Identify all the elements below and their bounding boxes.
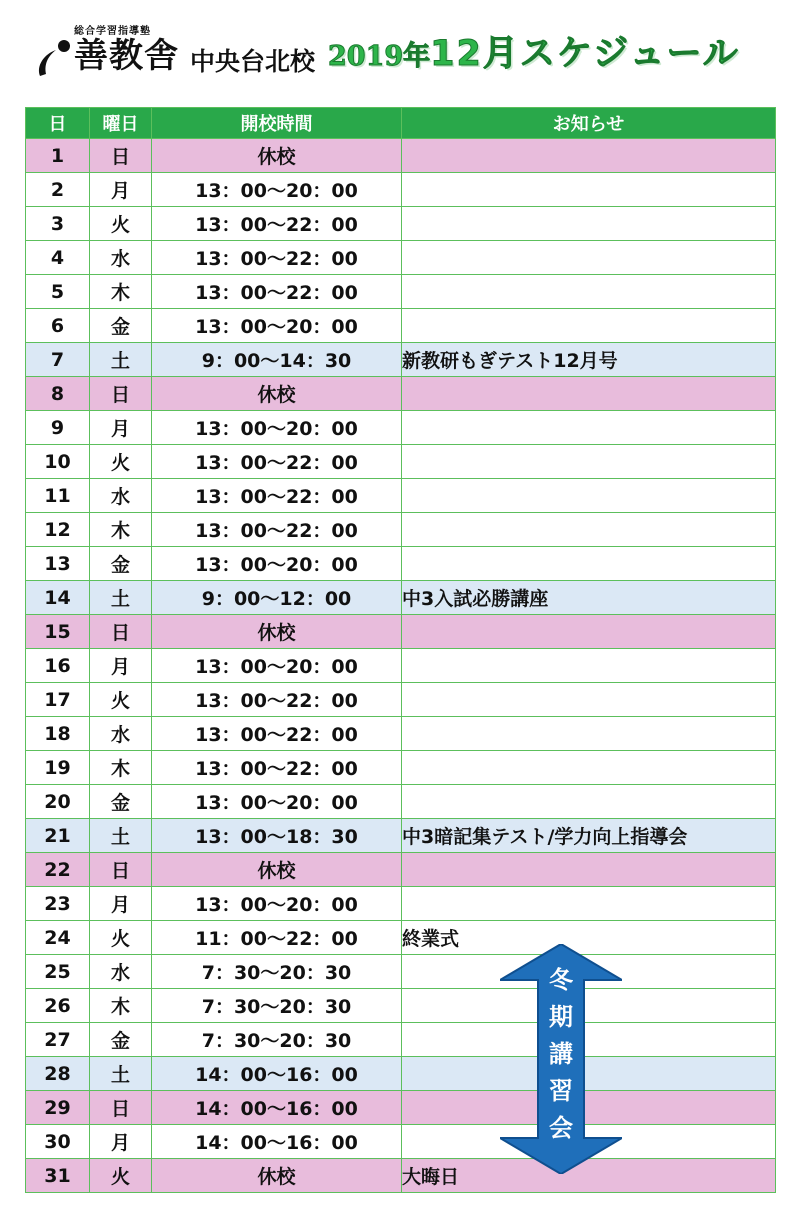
hours-cell: 13：00～22：00	[152, 683, 402, 717]
weekday-cell: 日	[90, 615, 152, 649]
table-row	[26, 819, 776, 853]
weekday-cell: 金	[90, 1023, 152, 1057]
notice-cell	[402, 207, 776, 241]
notice-cell	[402, 751, 776, 785]
notice-cell	[402, 275, 776, 309]
day-cell: 15	[26, 615, 90, 649]
table-row	[26, 921, 776, 955]
table-row	[26, 1023, 776, 1057]
weekday-cell: 月	[90, 173, 152, 207]
table-row	[26, 479, 776, 513]
day-cell: 14	[26, 581, 90, 615]
logo-subtitle: 総合学習指導塾	[74, 26, 151, 37]
hours-cell: 13：00～22：00	[152, 445, 402, 479]
table-row	[26, 173, 776, 207]
hours-cell: 14：00～16：00	[152, 1125, 402, 1159]
header-day: 日	[26, 108, 90, 139]
logo-name: 善教舎	[74, 36, 179, 76]
day-cell: 8	[26, 377, 90, 411]
hours-cell: 休校	[152, 853, 402, 887]
day-cell: 18	[26, 717, 90, 751]
weekday-cell: 水	[90, 717, 152, 751]
hours-cell: 7：30～20：30	[152, 989, 402, 1023]
campus-name: 中央台北校	[190, 47, 316, 76]
weekday-cell: 土	[90, 1057, 152, 1091]
table-row	[26, 717, 776, 751]
day-cell: 22	[26, 853, 90, 887]
table-row	[26, 139, 776, 173]
table-row	[26, 445, 776, 479]
notice-cell: 新教研もぎテスト12月号	[402, 343, 776, 377]
hours-cell: 13：00～18：30	[152, 819, 402, 853]
weekday-cell: 水	[90, 479, 152, 513]
table-row	[26, 683, 776, 717]
notice-cell	[402, 377, 776, 411]
weekday-cell: 金	[90, 547, 152, 581]
weekday-cell: 土	[90, 343, 152, 377]
winter-course-char: 期	[549, 1003, 573, 1031]
day-cell: 3	[26, 207, 90, 241]
day-cell: 12	[26, 513, 90, 547]
notice-cell	[402, 241, 776, 275]
notice-cell	[402, 513, 776, 547]
day-cell: 10	[26, 445, 90, 479]
hours-cell: 14：00～16：00	[152, 1091, 402, 1125]
table-row	[26, 989, 776, 1023]
hours-cell: 7：30～20：30	[152, 955, 402, 989]
weekday-cell: 月	[90, 649, 152, 683]
weekday-cell: 火	[90, 445, 152, 479]
day-cell: 31	[26, 1159, 90, 1193]
hours-cell: 13：00～20：00	[152, 649, 402, 683]
day-cell: 28	[26, 1057, 90, 1091]
hours-cell: 14：00～16：00	[152, 1057, 402, 1091]
table-row	[26, 955, 776, 989]
hours-cell: 13：00～20：00	[152, 411, 402, 445]
hours-cell: 休校	[152, 1159, 402, 1193]
table-row	[26, 853, 776, 887]
winter-course-char: 冬	[549, 966, 573, 994]
weekday-cell: 日	[90, 377, 152, 411]
table-row	[26, 411, 776, 445]
notice-cell	[402, 445, 776, 479]
weekday-cell: 木	[90, 751, 152, 785]
schedule-table	[25, 107, 776, 1193]
table-row	[26, 615, 776, 649]
weekday-cell: 火	[90, 1159, 152, 1193]
weekday-cell: 木	[90, 275, 152, 309]
schedule-title	[328, 26, 740, 76]
weekday-cell: 水	[90, 955, 152, 989]
weekday-cell: 日	[90, 139, 152, 173]
header-notice: お知らせ	[402, 108, 776, 139]
notice-cell	[402, 717, 776, 751]
table-row	[26, 241, 776, 275]
winter-course-char: 講	[549, 1040, 573, 1068]
hours-cell: 休校	[152, 139, 402, 173]
notice-cell	[402, 411, 776, 445]
table-row	[26, 309, 776, 343]
table-row	[26, 1091, 776, 1125]
day-cell: 24	[26, 921, 90, 955]
notice-cell	[402, 853, 776, 887]
hours-cell: 7：30～20：30	[152, 1023, 402, 1057]
day-cell: 25	[26, 955, 90, 989]
notice-cell: 終業式	[402, 921, 776, 955]
hours-cell: 11：00～22：00	[152, 921, 402, 955]
weekday-cell: 月	[90, 411, 152, 445]
winter-course-char: 習	[549, 1077, 573, 1105]
header-hours: 開校時間	[152, 108, 402, 139]
hours-cell: 13：00～22：00	[152, 241, 402, 275]
table-row	[26, 1159, 776, 1193]
winter-course-char: 会	[549, 1114, 573, 1142]
weekday-cell: 月	[90, 887, 152, 921]
hours-cell: 13：00～22：00	[152, 479, 402, 513]
day-cell: 19	[26, 751, 90, 785]
notice-cell: 中3入試必勝講座	[402, 581, 776, 615]
day-cell: 16	[26, 649, 90, 683]
hours-cell: 13：00～22：00	[152, 513, 402, 547]
hours-cell: 13：00～20：00	[152, 173, 402, 207]
title-month: 12月スケジュール	[430, 34, 740, 74]
page-header	[0, 0, 800, 100]
table-row	[26, 547, 776, 581]
school-logo	[34, 22, 184, 82]
day-cell: 27	[26, 1023, 90, 1057]
notice-cell	[402, 649, 776, 683]
day-cell: 26	[26, 989, 90, 1023]
hours-cell: 13：00～22：00	[152, 207, 402, 241]
notice-cell: 中3暗記集テスト/学力向上指導会	[402, 819, 776, 853]
day-cell: 21	[26, 819, 90, 853]
table-row	[26, 649, 776, 683]
weekday-cell: 日	[90, 1091, 152, 1125]
notice-cell: 大晦日	[402, 1159, 776, 1193]
notice-cell	[402, 887, 776, 921]
table-row	[26, 581, 776, 615]
weekday-cell: 火	[90, 207, 152, 241]
day-cell: 6	[26, 309, 90, 343]
hours-cell: 9：00～12：00	[152, 581, 402, 615]
day-cell: 11	[26, 479, 90, 513]
weekday-cell: 木	[90, 513, 152, 547]
hours-cell: 13：00～22：00	[152, 717, 402, 751]
table-row	[26, 513, 776, 547]
notice-cell	[402, 785, 776, 819]
day-cell: 20	[26, 785, 90, 819]
notice-cell	[402, 615, 776, 649]
notice-cell	[402, 479, 776, 513]
logo-swoosh-icon	[34, 36, 74, 80]
notice-cell	[402, 139, 776, 173]
day-cell: 23	[26, 887, 90, 921]
day-cell: 2	[26, 173, 90, 207]
table-row	[26, 275, 776, 309]
hours-cell: 13：00～22：00	[152, 275, 402, 309]
table-row	[26, 887, 776, 921]
hours-cell: 13：00～20：00	[152, 309, 402, 343]
hours-cell: 13：00～22：00	[152, 751, 402, 785]
title-year: 2019年	[328, 41, 431, 72]
weekday-cell: 木	[90, 989, 152, 1023]
day-cell: 7	[26, 343, 90, 377]
day-cell: 4	[26, 241, 90, 275]
hours-cell: 休校	[152, 377, 402, 411]
table-row	[26, 1125, 776, 1159]
hours-cell: 休校	[152, 615, 402, 649]
weekday-cell: 月	[90, 1125, 152, 1159]
table-row	[26, 751, 776, 785]
hours-cell: 13：00～20：00	[152, 785, 402, 819]
day-cell: 9	[26, 411, 90, 445]
table-row	[26, 785, 776, 819]
day-cell: 17	[26, 683, 90, 717]
notice-cell	[402, 173, 776, 207]
weekday-cell: 土	[90, 819, 152, 853]
notice-cell	[402, 683, 776, 717]
weekday-cell: 土	[90, 581, 152, 615]
weekday-cell: 火	[90, 683, 152, 717]
weekday-cell: 日	[90, 853, 152, 887]
day-cell: 5	[26, 275, 90, 309]
table-row	[26, 1057, 776, 1091]
notice-cell	[402, 309, 776, 343]
hours-cell: 13：00～20：00	[152, 547, 402, 581]
table-row	[26, 343, 776, 377]
hours-cell: 9：00～14：30	[152, 343, 402, 377]
table-row	[26, 377, 776, 411]
schedule-body	[26, 139, 776, 1193]
weekday-cell: 金	[90, 309, 152, 343]
table-header-row	[26, 108, 776, 139]
weekday-cell: 水	[90, 241, 152, 275]
notice-cell	[402, 547, 776, 581]
table-row	[26, 207, 776, 241]
weekday-cell: 火	[90, 921, 152, 955]
day-cell: 29	[26, 1091, 90, 1125]
header-weekday: 曜日	[90, 108, 152, 139]
weekday-cell: 金	[90, 785, 152, 819]
winter-course-label	[545, 962, 577, 1147]
day-cell: 13	[26, 547, 90, 581]
day-cell: 30	[26, 1125, 90, 1159]
hours-cell: 13：00～20：00	[152, 887, 402, 921]
day-cell: 1	[26, 139, 90, 173]
